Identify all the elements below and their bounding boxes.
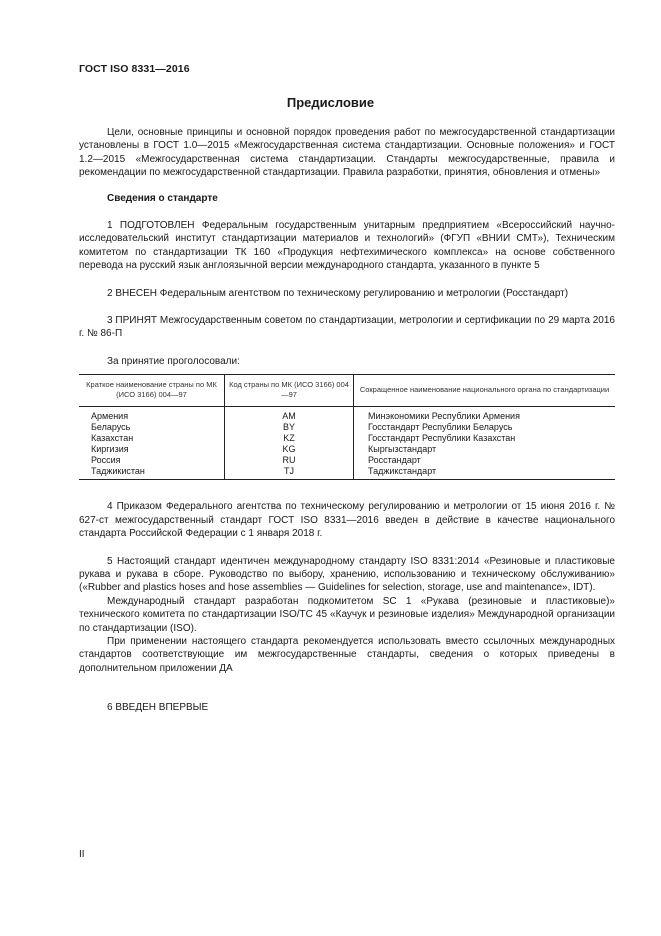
country-code: AM <box>225 407 354 423</box>
country-name: Таджикистан <box>79 466 225 480</box>
table-row <box>79 466 615 480</box>
country-code: BY <box>225 422 354 433</box>
item-5-third-paragraph: При применении настоящего стандарта рекомендуется использовать вместо ссылочных международных стандартов соответствующие им межгосударственные стандарты, сведения о которых приведены в дополнительном приложении ДА <box>79 635 615 674</box>
item-3-paragraph: 3 ПРИНЯТ Межгосударственным советом по стандартизации, метрологии и сертификации по 29 марта 2016 г. № 86-П <box>79 315 615 340</box>
country-code: TJ <box>225 466 354 480</box>
country-name: Россия <box>91 455 121 466</box>
table-row <box>79 433 615 444</box>
table-row <box>79 407 615 423</box>
country-name: Армения <box>91 411 129 422</box>
column-header-country: Краткое наименование страны по МК (ИСО 3166) 004—97 <box>79 375 225 407</box>
item-1-paragraph: 1 ПОДГОТОВЛЕН Федеральным государственным унитарным предприятием «Всероссийский научно-исследовательский институт стандартизации материалов и технологий» (ФГУП «ВНИИ СМТ»), Техническим комитетом по стандартизации ТК 160 «Продукция нефтехимического комплекса» на основе собственного перевода на русский язык англоязычной версии международного стандарта, указанного в пункте 5 <box>79 220 615 272</box>
column-header-code: Код страны по МК (ИСО 3166) 004—97 <box>225 375 354 407</box>
intro-paragraph: Цели, основные принципы и основной порядок проведения работ по межгосударственной стандартизации установлены в ГОСТ 1.0—2015 «Межгосударственная система стандартизации. Основные положения» и ГОСТ 1.2—2015 «Межгосударственная система стандартизации. Стандарты межгосударственные, правила и рекомендации по межгосударственной стандартизации. Правила разработки, принятия, обновления и отмены» <box>79 127 615 179</box>
standards-body: Таджикстандарт <box>354 466 616 480</box>
standards-body: Госстандарт Республики Казахстан <box>354 433 616 444</box>
standards-body: Росстандарт <box>354 455 616 466</box>
item-4-paragraph: 4 Приказом Федерального агентства по техническому регулированию и метрологии от 15 июня 2016 г. № 627-ст межгосударственный стандарт ГОСТ ISO 8331—2016 введен в действие в качестве национального стандарта Российской Федерации с 1 января 2018 г. <box>79 501 615 540</box>
item-2-paragraph: 2 ВНЕСЕН Федеральным агентством по техническому регулированию и метрологии (Росстандарт) <box>107 287 569 299</box>
standards-body: Минэкономики Республики Армения <box>354 407 616 423</box>
item-5-second-paragraph: Международный стандарт разработан подкомитетом SC 1 «Рукава (резиновые и пластиковые)» технического комитета по стандартизации ISO/TC 45 «Каучук и резиновые изделия» Международной организации по стандартизации (ISO). <box>79 595 615 634</box>
table-row <box>79 455 615 466</box>
page-title: Предисловие <box>286 95 375 110</box>
voting-label: За принятие проголосовали: <box>107 355 240 367</box>
country-code: KZ <box>225 433 354 444</box>
voting-table <box>79 374 615 480</box>
country-name: Беларусь <box>91 422 131 433</box>
table-row <box>79 422 615 433</box>
document-code-header: ГОСТ ISO 8331—2016 <box>79 63 190 75</box>
table-header-row <box>79 375 615 407</box>
item-5-paragraph: 5 Настоящий стандарт идентичен международному стандарту ISO 8331:2014 «Резиновые и пластиковые рукава и рукава в сборе. Руководство по выбору, хранению, использованию и техническому обслуживанию» («Rubber and plastics hoses and hose assemblies — Guidelines for selection, storage, use and maintenance», IDT). <box>79 555 615 594</box>
country-name: Казахстан <box>91 433 134 444</box>
page-content <box>79 126 615 715</box>
standards-body: Госстандарт Республики Беларусь <box>354 422 616 433</box>
country-code: RU <box>225 455 354 466</box>
country-name: Киргизия <box>91 444 129 455</box>
column-header-body: Сокращенное наименование национального органа по стандартизации <box>354 375 616 407</box>
section-heading: Сведения о стандарте <box>107 192 218 204</box>
table-row <box>79 444 615 455</box>
country-code: KG <box>225 444 354 455</box>
page-number: II <box>79 849 85 860</box>
standards-body: Кыргызстандарт <box>354 444 616 455</box>
item-6-paragraph: 6 ВВЕДЕН ВПЕРВЫЕ <box>107 702 209 714</box>
